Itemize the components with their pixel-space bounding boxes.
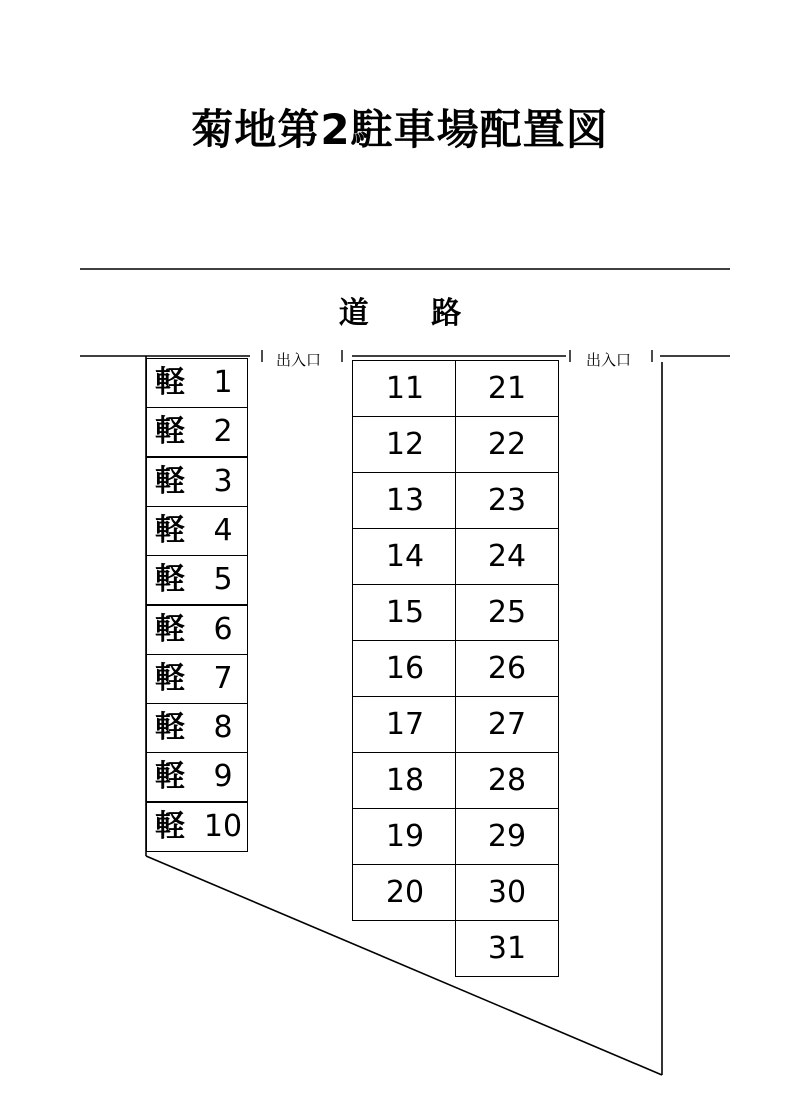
kei-parking-stall (146, 358, 248, 408)
parking-stall (455, 584, 559, 641)
kei-parking-stall (146, 605, 248, 655)
stall-number: 5 (213, 562, 233, 598)
parking-stall (455, 416, 559, 473)
kei-label: 軽 (155, 759, 185, 795)
stall-number: 21 (487, 370, 527, 406)
stall-number: 17 (385, 706, 425, 742)
parking-stall (455, 864, 559, 921)
kei-label: 軽 (155, 365, 185, 400)
stall-number: 23 (487, 482, 527, 518)
kei-parking-stall (146, 407, 248, 457)
kei-parking-stall (146, 752, 248, 802)
stall-number: 24 (487, 538, 527, 574)
stall-number: 4 (213, 512, 233, 548)
kei-label: 軽 (155, 463, 185, 499)
page-title: 菊地第2駐車場配置図 (191, 105, 609, 154)
stall-number: 1 (213, 365, 233, 400)
stall-number: 14 (385, 538, 425, 574)
parking-stall (352, 808, 458, 865)
stall-number: 6 (213, 611, 233, 647)
stall-number: 8 (213, 710, 233, 746)
stall-number: 15 (385, 594, 425, 630)
kei-parking-stall (146, 457, 248, 507)
kei-parking-stall (146, 506, 248, 556)
stall-number: 30 (487, 874, 527, 910)
parking-stall (352, 528, 458, 585)
stall-number: 13 (385, 482, 425, 518)
parking-stall (455, 528, 559, 585)
parking-stall (352, 416, 458, 473)
parking-stall (455, 472, 559, 529)
parking-stall (352, 864, 458, 921)
parking-stall (352, 472, 458, 529)
stall-number: 16 (385, 650, 425, 686)
parking-stall (352, 584, 458, 641)
stall-number: 31 (487, 930, 527, 966)
stall-number: 28 (487, 762, 527, 798)
kei-label: 軽 (155, 414, 185, 450)
kei-label: 軽 (155, 808, 185, 844)
stall-number: 18 (385, 762, 425, 798)
parking-stall (455, 360, 559, 417)
stall-number: 22 (487, 426, 527, 462)
kei-parking-stall (146, 555, 248, 605)
road-label: 道 路 (338, 296, 488, 331)
stall-number: 25 (487, 594, 527, 630)
stall-number: 11 (385, 370, 425, 406)
entrance-label: 出入口 (586, 351, 632, 369)
kei-parking-stall (146, 703, 248, 753)
entrance-label: 出入口 (276, 351, 322, 369)
stall-number: 2 (213, 414, 233, 450)
parking-stall (455, 640, 559, 697)
kei-label: 軽 (155, 611, 185, 647)
stall-number: 19 (385, 818, 425, 854)
parking-stall (455, 752, 559, 809)
stall-number: 10 (203, 808, 243, 844)
stall-number: 27 (487, 706, 527, 742)
kei-label: 軽 (155, 660, 185, 696)
stall-number: 29 (487, 818, 527, 854)
parking-stall (352, 360, 458, 417)
parking-stall (455, 808, 559, 865)
parking-stall (352, 696, 458, 753)
stall-number: 26 (487, 650, 527, 686)
kei-label: 軽 (155, 710, 185, 746)
parking-stall (352, 752, 458, 809)
parking-stall (455, 696, 559, 753)
stall-number: 3 (213, 463, 233, 499)
kei-parking-stall (146, 654, 248, 704)
stall-number: 7 (213, 660, 233, 696)
stall-number: 9 (213, 759, 233, 795)
parking-stall (455, 920, 559, 977)
kei-label: 軽 (155, 562, 185, 598)
kei-parking-stall (146, 802, 248, 852)
parking-stall (352, 640, 458, 697)
stall-number: 20 (385, 874, 425, 910)
stall-number: 12 (385, 426, 425, 462)
kei-label: 軽 (155, 512, 185, 548)
